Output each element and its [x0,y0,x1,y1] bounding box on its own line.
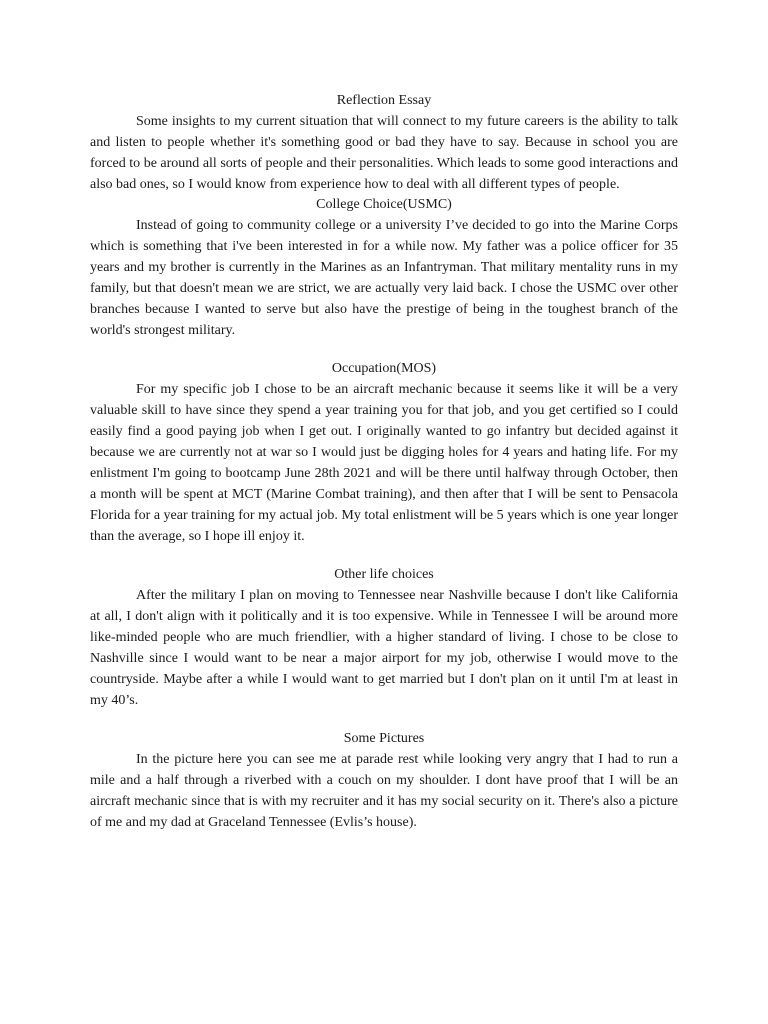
section-spacer [90,341,678,359]
intro-paragraph: Some insights to my current situation that will connect to my future careers is the ability to talk and listen to people whether it's something good or bad they have to say. Because in school you are forced to be around all sorts of people and their personalities. Which leads to some good interactions and also bad ones, so I would know from experience how to deal with all different types of people. [90,114,678,192]
section-heading-college-choice: College Choice(USMC) [316,197,452,212]
section-body-college-choice: Instead of going to community college or a university I’ve decided to go into the Marine Corps which is something that i've been interested in for a while now. My father was a police officer for 35 years and my brother is currently in the Marines as an Infantryman. That military mentality runs in my family, but that doesn't mean we are strict, we are actually very laid back. I chose the USMC over other branches because I wanted to serve but also have the prestige of being in the toughest branch of the world's strongest military. [90,218,678,338]
section-spacer [90,547,678,565]
section-heading-occupation: Occupation(MOS) [331,361,437,376]
section-body-pictures: In the picture here you can see me at parade rest while looking very angry that I had to run a mile and a half through a riverbed with a couch on my shoulder. I dont have proof that I will be an aircraft mechanic since that is with my recruiter and it has my social security on it. There's also a picture of me and my dad at Graceland Tennessee (Evlis’s house). [90,752,678,830]
section-body-occupation: For my specific job I chose to be an aircraft mechanic because it seems like it will be a very valuable skill to have since they spend a year training you for that job, and you get certified so I could easily find a good paying job when I get out. I originally wanted to go infantry but decided against it because we are currently not at war so I would just be digging holes for 4 years and hating life. For my enlistment I'm going to bootcamp June 28th 2021 and will be there until halfway through October, then a month will be spent at MCT (Marine Combat training), and then after that I will be sent to Pensacola Florida for a year training for my actual job. My total enlistment will be 5 years which is one year longer than the average, so I hope ill enjoy it. [90,382,678,544]
document-page [90,91,678,833]
section-heading-life-choices: Other life choices [334,567,434,582]
essay-title: Reflection Essay [336,93,432,108]
section-spacer [90,711,678,729]
section-body-life-choices: After the military I plan on moving to Tennessee near Nashville because I don't like California at all, I don't align with it politically and it is too expensive. While in Tennessee I will be around more like-minded people who are much friendlier, with a higher standard of living. I chose to be close to Nashville since I would want to be near a major airport for my job, otherwise I would move to the countryside. Maybe after a while I would want to get married but I don't plan on it until I'm at least in my 40’s. [90,588,678,708]
section-heading-pictures: Some Pictures [343,731,425,746]
